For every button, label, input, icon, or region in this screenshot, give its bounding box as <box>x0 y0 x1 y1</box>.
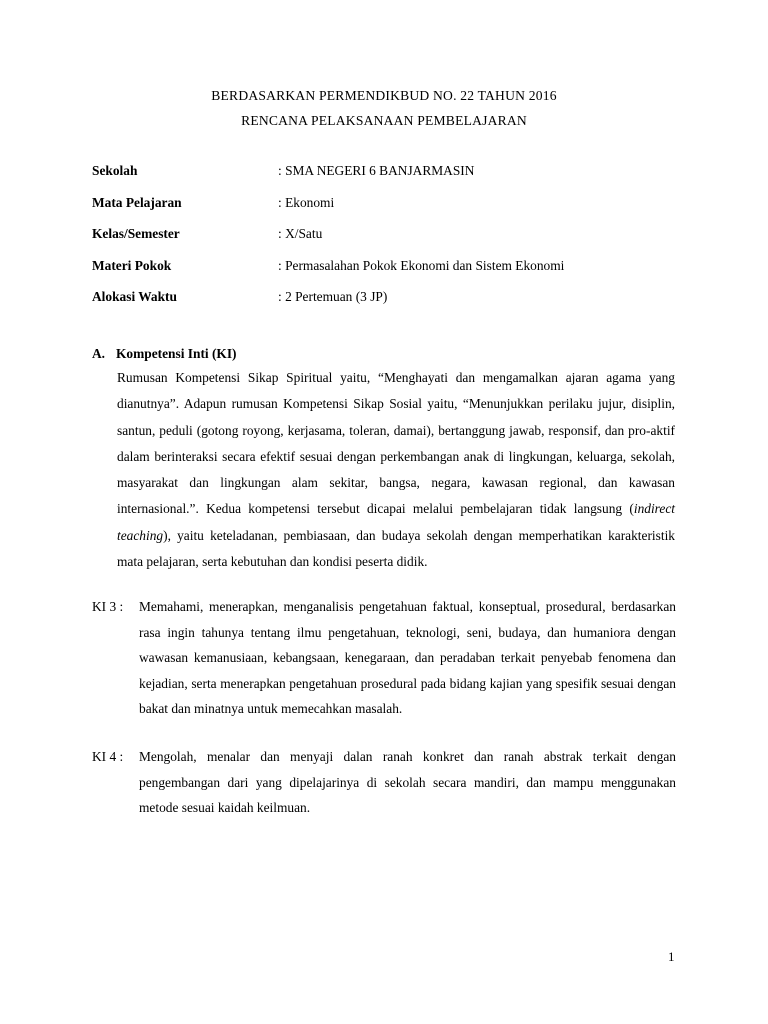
identity-row-mata-pelajaran <box>92 195 692 215</box>
ki3-text: Memahami, menerapkan, menganalisis pengetahuan faktual, konseptual, prosedural, berdasarkan rasa ingin tahunya tentang ilmu pengetahuan, teknologi, seni, budaya, dan humaniora dengan wawasan kemanusiaan, kebangsaan, kenegaraan, dan peradaban terkait penyebab fenomena dan kejadian, serta menerapkan pengetahuan prosedural pada bidang kajian yang spesifik sesuai dengan bakat dan minatnya untuk memecahkan masalah. <box>139 599 676 717</box>
identity-row-alokasi-waktu <box>92 289 692 309</box>
identity-value: : Permasalahan Pokok Ekonomi dan Sistem Ekonomi <box>278 258 565 273</box>
identity-label: Kelas/Semester <box>92 226 180 241</box>
document-title-line-1: BERDASARKAN PERMENDIKBUD NO. 22 TAHUN 2016 <box>211 88 557 103</box>
identity-label: Sekolah <box>92 163 138 178</box>
identity-value: : SMA NEGERI 6 BANJARMASIN <box>278 163 475 178</box>
section-title: Kompetensi Inti (KI) <box>116 346 237 361</box>
paragraph-text: Rumusan Kompetensi Sikap Spiritual yaitu, “Menghayati dan mengamalkan ajaran agama yang dianutnya”. Adapun rumusan Kompetensi Sikap Sosial yaitu, “Menunjukkan perilaku jujur, disiplin, santun, peduli (gotong royong, kerjasama, toleran, damai), bertanggung jawab, responsif, dan pro-aktif dalam berinteraksi secara efektif sesuai dengan perkembangan anak di lingkungan, keluarga, sekolah, masyarakat dan lingkungan alam sekitar, bangsa, negara, kawasan regional, dan kawasan internasional.”. Kedua kompetensi tersebut dicapai melalui pembelajaran tidak langsung ( <box>117 370 675 517</box>
section-heading-kompetensi-inti <box>92 346 237 362</box>
kompetensi-inti-paragraph <box>117 365 675 575</box>
paragraph-text-continued: ), yaitu keteladanan, pembiasaan, dan budaya sekolah dengan memperhatikan karakteristik mata pelajaran, serta kebutuhan dan kondisi peserta didik. <box>117 527 675 570</box>
identity-label: Materi Pokok <box>92 258 172 273</box>
ki3-code: KI 3 : <box>92 599 124 614</box>
identity-value: : 2 Pertemuan (3 JP) <box>278 289 388 304</box>
ki4-code: KI 4 : <box>92 749 124 764</box>
identity-row-kelas-semester <box>92 226 692 246</box>
page-number: 1 <box>668 949 675 964</box>
document-title-line-2: RENCANA PELAKSANAAN PEMBELAJARAN <box>241 113 527 128</box>
identity-label: Alokasi Waktu <box>92 289 177 304</box>
italic-term: indirect teaching <box>117 501 675 543</box>
section-number: A. <box>92 346 106 361</box>
identity-label: Mata Pelajaran <box>92 195 182 210</box>
identity-value: : Ekonomi <box>278 195 335 210</box>
identity-value: : X/Satu <box>278 226 323 241</box>
ki4-text: Mengolah, menalar dan menyaji dalan ranah konkret dan ranah abstrak terkait dengan pengembangan dari yang dipelajarinya di sekolah secara mandiri, dan mampu menggunakan metode sesuai kaidah keilmuan. <box>139 749 676 816</box>
identity-row-materi-pokok <box>92 258 692 278</box>
identity-row-sekolah <box>92 163 692 183</box>
